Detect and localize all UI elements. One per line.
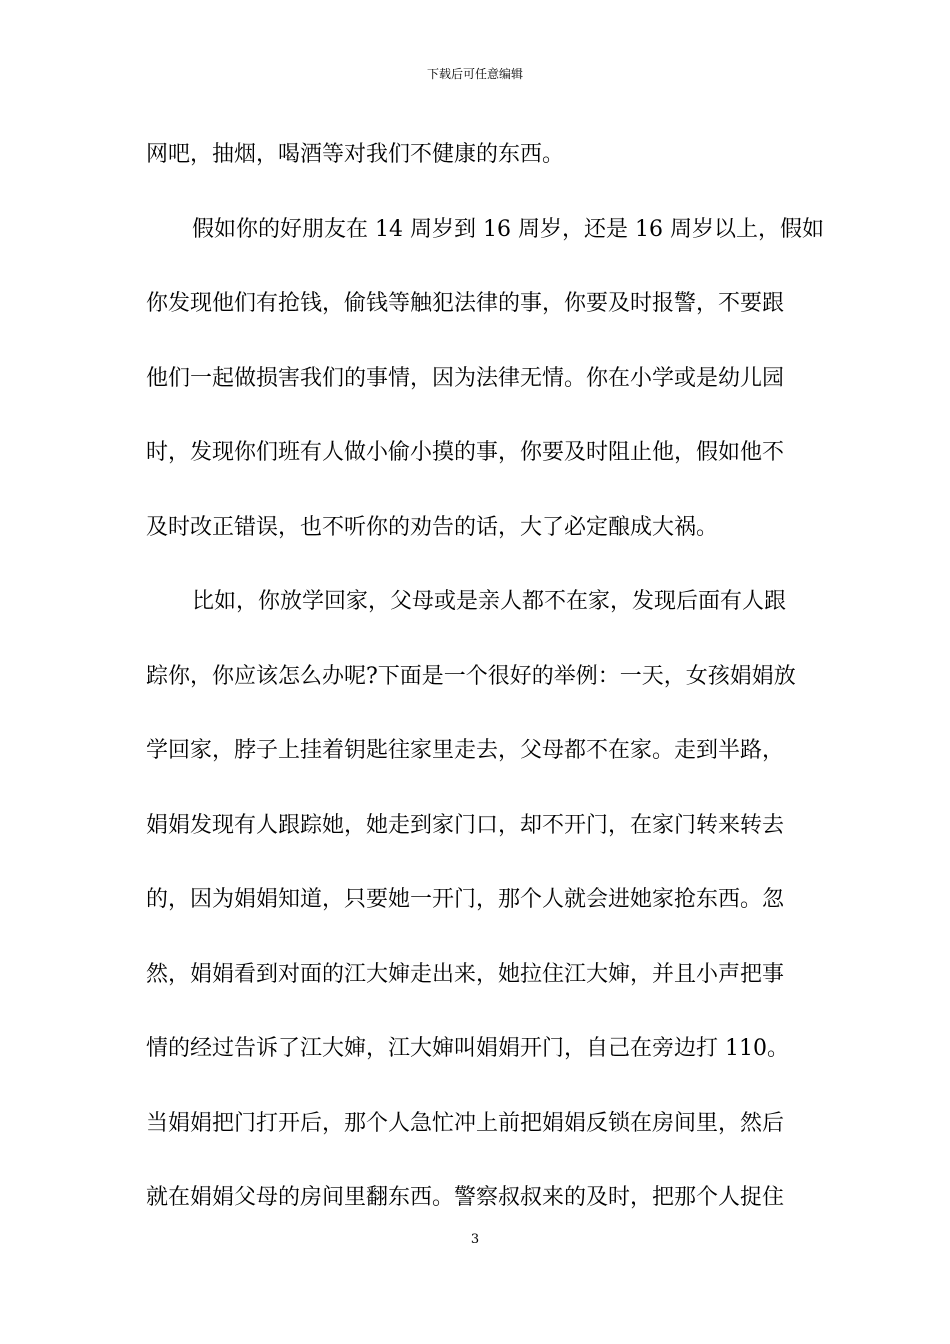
text-line: 学回家，脖子上挂着钥匙往家里走去，父母都不在家。走到半路，	[146, 738, 785, 763]
text-line: 他们一起做损害我们的事情，因为法律无情。你在小学或是幼儿园	[146, 365, 785, 391]
text-line: 及时改正错误，也不听你的劝告的话，大了必定酿成大祸。	[146, 514, 719, 540]
text-line: 就在娟娟父母的房间里翻东西。警察叔叔来的及时，把那个人捉住	[146, 1185, 785, 1210]
text-line: 假如你的好朋友在 14 周岁到 16 周岁，还是 16 周岁以上，假如	[192, 216, 824, 242]
page-header: 下载后可任意编辑	[426, 67, 523, 81]
text-line: 你发现他们有抢钱，偷钱等触犯法律的事，你要及时报警，不要跟	[146, 291, 785, 316]
text-line: 的，因为娟娟知道，只要她一开门，那个人就会进她家抢东西。忽	[146, 887, 785, 912]
page-number: 3	[470, 1232, 480, 1247]
text-line: 情的经过告诉了江大婶，江大婶叫娟娟开门，自己在旁边打 110。	[146, 1036, 789, 1061]
text-line: 娟娟发现有人跟踪她，她走到家门口，却不开门，在家门转来转去	[146, 812, 785, 838]
text-line: 踪你，你应该怎么办呢?下面是一个很好的举例：一天，女孩娟娟放	[146, 663, 796, 689]
text-line: 网吧，抽烟，喝酒等对我们不健康的东西。	[146, 142, 565, 167]
text-line: 比如，你放学回家，父母或是亲人都不在家，发现后面有人跟	[192, 589, 787, 614]
text-line: 当娟娟把门打开后，那个人急忙冲上前把娟娟反锁在房间里，然后	[146, 1110, 785, 1136]
body-text	[146, 118, 824, 1236]
text-line: 然，娟娟看到对面的江大婶走出来，她拉住江大婶，并且小声把事	[146, 961, 785, 987]
text-line: 时，发现你们班有人做小偷小摸的事，你要及时阻止他，假如他不	[146, 440, 785, 465]
